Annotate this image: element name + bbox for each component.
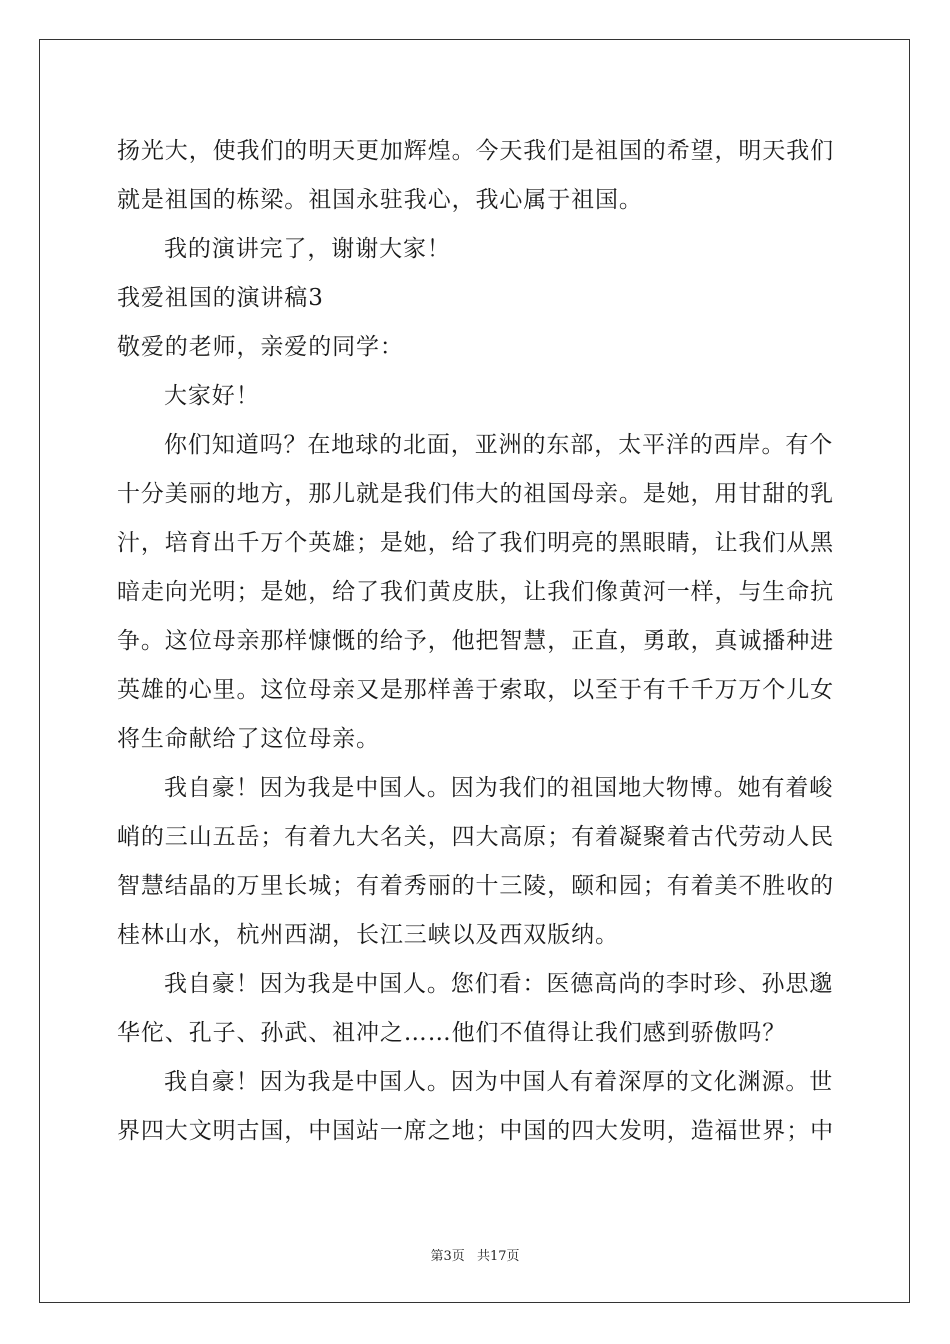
- text-line: 我自豪！因为我是中国人。您们看：医德高尚的李时珍、孙思邈: [164, 971, 834, 997]
- text-line: 界四大文明古国，中国站一席之地；中国的四大发明，造福世界；中: [117, 1118, 834, 1144]
- text-line: 汁，培育出千万个英雄；是她，给了我们明亮的黑眼睛，让我们从黑: [117, 530, 834, 556]
- text-line: 争。这位母亲那样慷慨的给予，他把智慧，正直，勇敢，真诚播种进: [117, 628, 834, 654]
- page-total: 共17页: [476, 1249, 520, 1264]
- text-line: 你们知道吗？在地球的北面，亚洲的东部，太平洋的西岸。有个: [164, 432, 834, 458]
- text-line: 峭的三山五岳；有着九大名关，四大高原；有着凝聚着古代劳动人民: [117, 824, 834, 850]
- text-line: 敬爱的老师，亲爱的同学：: [117, 334, 404, 360]
- text-line: 扬光大，使我们的明天更加辉煌。今天我们是祖国的希望，明天我们: [117, 138, 834, 164]
- text-line: 我自豪！因为我是中国人。因为我们的祖国地大物博。她有着峻: [164, 775, 834, 801]
- document-body: [117, 127, 837, 1156]
- text-line: 英雄的心里。这位母亲又是那样善于索取，以至于有千千万万个儿女: [117, 677, 834, 703]
- text-line: 智慧结晶的万里长城；有着秀丽的十三陵，颐和园；有着美不胜收的: [117, 873, 834, 899]
- text-line: 我爱祖国的演讲稿3: [117, 285, 324, 311]
- text-line: 桂林山水，杭州西湖，长江三峡以及西双版纳。: [117, 922, 619, 948]
- text-line: 十分美丽的地方，那儿就是我们伟大的祖国母亲。是她，用甘甜的乳: [117, 481, 834, 507]
- text-line: 我的演讲完了，谢谢大家！: [164, 236, 451, 262]
- page-number: 第3页: [430, 1249, 465, 1264]
- text-line: 就是祖国的栋梁。祖国永驻我心，我心属于祖国。: [117, 187, 643, 213]
- text-line: 我自豪！因为我是中国人。因为中国人有着深厚的文化渊源。世: [164, 1069, 834, 1095]
- text-line: 大家好！: [164, 383, 260, 409]
- text-line: 华佗、孔子、孙武、祖冲之……他们不值得让我们感到骄傲吗？: [117, 1020, 787, 1046]
- page-footer: [0, 1247, 950, 1267]
- text-line: 将生命献给了这位母亲。: [117, 726, 380, 752]
- text-line: 暗走向光明；是她，给了我们黄皮肤，让我们像黄河一样，与生命抗: [117, 579, 834, 605]
